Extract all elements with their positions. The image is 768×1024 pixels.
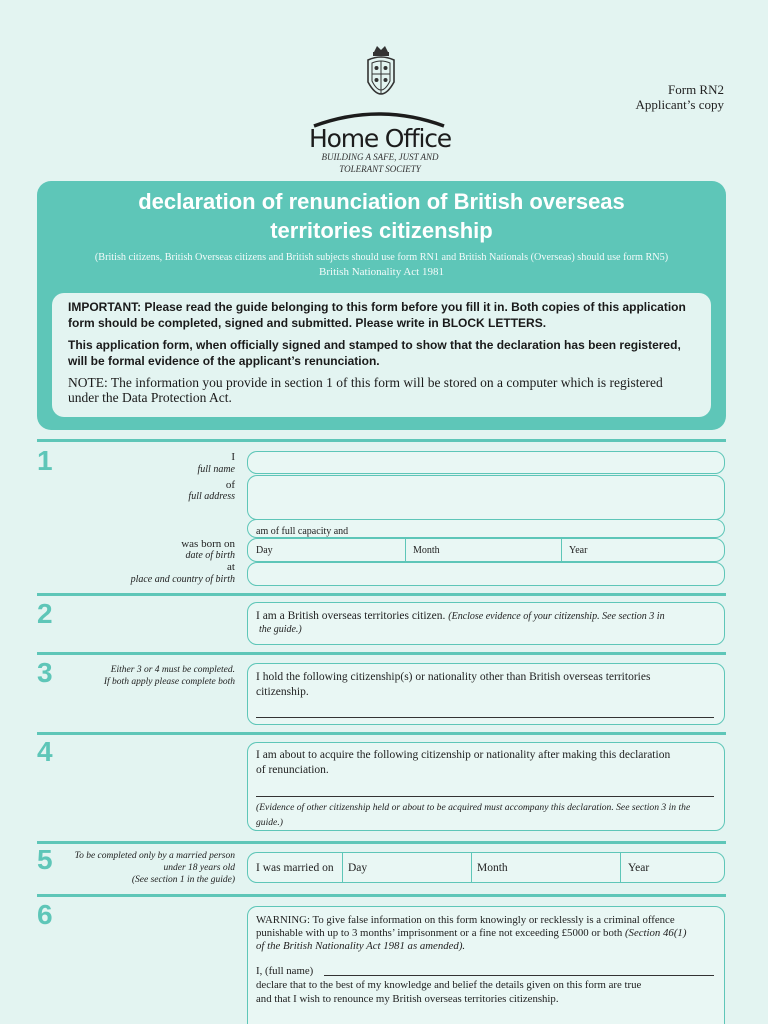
section-number: 4	[37, 736, 53, 767]
acquire-citizenship-text: I am about to acquire the following citizenship or nationality after making this declaration of renunciation.	[256, 749, 671, 776]
capacity-row	[247, 519, 725, 538]
married-on-label: I was married on	[256, 862, 334, 874]
full-name-label: I, (full name)	[256, 965, 314, 977]
label-place-of-birth: place and country of birth	[130, 574, 235, 585]
capacity-text: am of full capacity and	[256, 526, 349, 537]
section-number: 1	[37, 445, 53, 476]
section5-side-note: To be completed only by a married person under 18 years old (See section 1 in the guide)	[74, 851, 235, 885]
section-divider	[37, 652, 726, 655]
marriage-year-label: Year	[628, 862, 650, 874]
marriage-month-label: Month	[477, 862, 508, 874]
acquire-citizenship-box[interactable]	[247, 742, 725, 831]
citizenship-statement-box: I am a British overseas territories citizen. (Enclose evidence of your citizenship. See section 3 in the guide.)	[247, 602, 725, 645]
evidence-text: This application form, when officially signed and stamped to show that the declaration has been registered, will be formal evidence of the applicant’s renunciation.	[68, 338, 681, 368]
section-number: 6	[37, 899, 53, 930]
label-at: at	[227, 561, 235, 573]
section-divider	[37, 439, 726, 442]
section-divider	[37, 841, 726, 844]
important-text: IMPORTANT: Please read the guide belonging to this form before you fill it in. Both copies of this application form should be completed, signed and submitted. Please write in BLOCK LETTERS.	[68, 300, 686, 330]
copy-label: Applicant’s copy	[635, 97, 724, 112]
declaration-text: I, (full name) declare that to the best of my knowledge and belief the details given on this form are true and that I wish to renounce my British overseas territories citizenship.	[256, 964, 716, 1006]
data-protection-note: NOTE: The information you provide in section 1 of this form will be stored on a computer which is registered under the Data Protection Act.	[68, 375, 663, 405]
dob-month-cell[interactable]	[405, 539, 561, 561]
dob-year-label: Year	[569, 545, 588, 556]
place-of-birth-field[interactable]	[247, 562, 725, 586]
marriage-date-field[interactable]	[247, 852, 725, 883]
royal-crest-icon	[364, 44, 398, 108]
form-subtitle: (British citizens, British Overseas citizens and British subjects should use form RN1 and British Nationals (Overseas) should use form RN5) British Nationality Act 1981	[94, 252, 669, 278]
section-number: 2	[37, 598, 53, 629]
full-address-field[interactable]	[247, 475, 725, 520]
citizenship-statement: I am a British overseas territories citizen. (Enclose evidence of your citizenship. See section 3 in	[256, 610, 665, 622]
label-i: I	[231, 451, 235, 463]
form-number: Form RN2	[668, 82, 724, 97]
warning-text: WARNING: To give false information on this form knowingly or recklessly is a criminal offence punishable with up to 3 months’ imprisonment or a fine not exceeding £5000 or both (Section 46(1) of the British Nationality Act 1981 as amended).	[256, 914, 687, 952]
label-full-name: full name	[197, 464, 235, 475]
important-notice	[52, 293, 711, 417]
other-citizenship-box[interactable]	[247, 663, 725, 725]
marriage-day-label: Day	[348, 862, 368, 874]
section-number: 3	[37, 657, 53, 688]
full-name-field[interactable]	[247, 451, 725, 474]
dob-day-label: Day	[256, 545, 273, 556]
section-divider	[37, 894, 726, 897]
marriage-day-cell[interactable]	[342, 853, 471, 882]
title-banner	[37, 181, 726, 430]
label-full-address: full address	[188, 491, 235, 502]
section-divider	[37, 593, 726, 596]
label-date-of-birth: date of birth	[185, 550, 235, 561]
label-of: of	[225, 479, 235, 491]
marriage-month-cell[interactable]	[471, 853, 620, 882]
other-citizenship-text: I hold the following citizenship(s) or nationality other than British overseas territories citizenship.	[256, 671, 651, 698]
logo-tagline: BUILDING A SAFE, JUST AND TOLERANT SOCIETY	[321, 152, 439, 174]
answer-line[interactable]	[256, 796, 714, 797]
date-of-birth-field[interactable]	[247, 538, 725, 562]
home-office-logo: Home Office	[309, 124, 451, 153]
declaration-box	[247, 906, 725, 1024]
dob-month-label: Month	[413, 545, 440, 556]
form-identifier	[636, 82, 724, 112]
form-title: declaration of renunciation of British overseas territories citizenship	[138, 189, 625, 243]
evidence-note: (Evidence of other citizenship held or about to be acquired must accompany this declaration. See section 3 in the guide.)	[256, 802, 691, 828]
marriage-year-cell[interactable]	[620, 853, 724, 882]
label-was-born-on: was born on	[181, 538, 235, 550]
dob-year-cell[interactable]	[561, 539, 724, 561]
answer-line[interactable]	[256, 717, 714, 718]
declaration-name-line[interactable]	[324, 975, 714, 976]
section-number: 5	[37, 844, 53, 875]
section-divider	[37, 732, 726, 735]
section3-side-note: Either 3 or 4 must be completed. If both apply please complete both	[103, 665, 235, 687]
